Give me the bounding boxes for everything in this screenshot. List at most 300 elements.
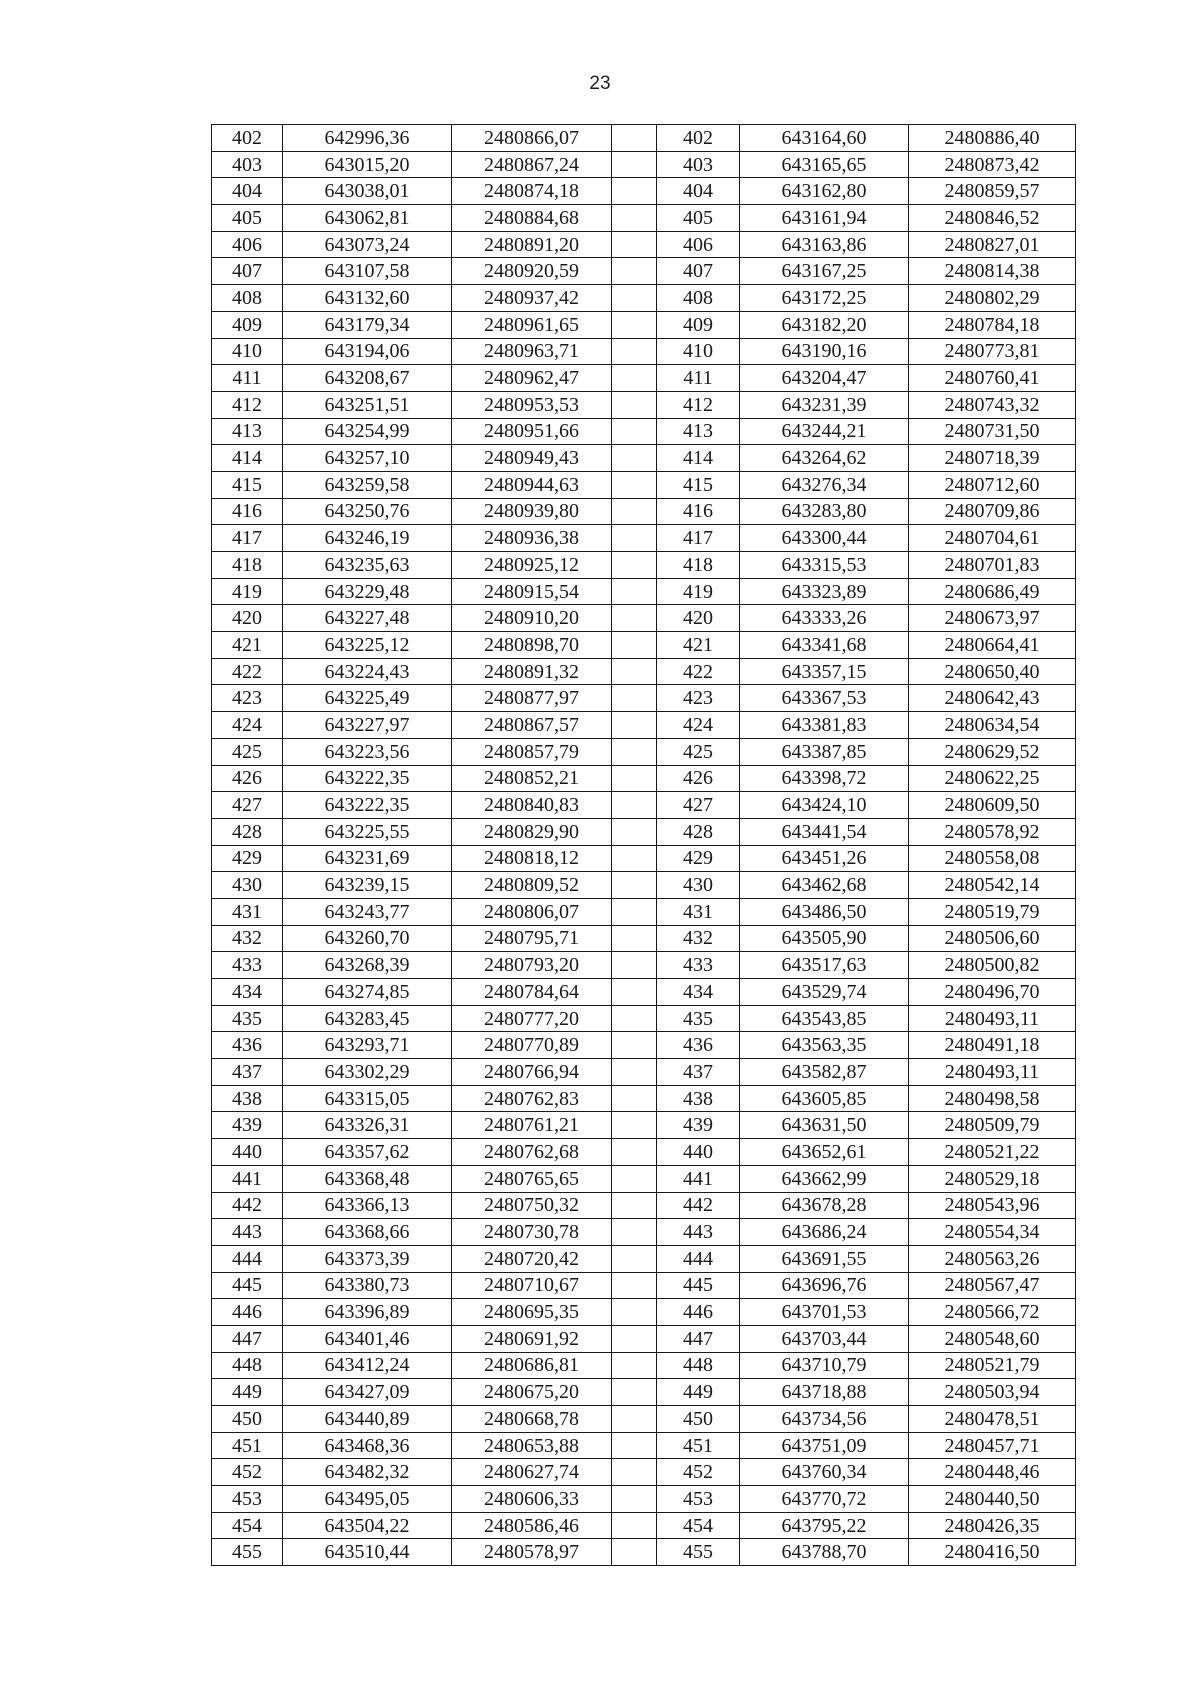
- empty-cell: [612, 1245, 657, 1272]
- point-number-cell: 447: [212, 1325, 283, 1352]
- x-coordinate-cell: 643357,62: [283, 1139, 452, 1166]
- point-number-cell: 411: [657, 365, 740, 392]
- point-number-cell: 439: [212, 1112, 283, 1139]
- empty-cell: [612, 632, 657, 659]
- empty-cell: [612, 1432, 657, 1459]
- y-coordinate-cell: 2480529,18: [909, 1165, 1076, 1192]
- table-row: [212, 1139, 1076, 1166]
- x-coordinate-cell: 643662,99: [740, 1165, 909, 1192]
- table-row: [212, 605, 1076, 632]
- x-coordinate-cell: 643235,63: [283, 552, 452, 579]
- x-coordinate-cell: 643367,53: [740, 685, 909, 712]
- x-coordinate-cell: 643451,26: [740, 845, 909, 872]
- table-row: [212, 1005, 1076, 1032]
- x-coordinate-cell: 643582,87: [740, 1059, 909, 1086]
- table-row: [212, 445, 1076, 472]
- table-row: [212, 1085, 1076, 1112]
- empty-cell: [612, 1299, 657, 1326]
- table-row: [212, 471, 1076, 498]
- y-coordinate-cell: 2480506,60: [909, 925, 1076, 952]
- empty-cell: [612, 258, 657, 285]
- point-number-cell: 408: [657, 285, 740, 312]
- table-row: [212, 525, 1076, 552]
- y-coordinate-cell: 2480867,57: [452, 712, 612, 739]
- y-coordinate-cell: 2480953,53: [452, 391, 612, 418]
- y-coordinate-cell: 2480891,20: [452, 231, 612, 258]
- x-coordinate-cell: 643163,86: [740, 231, 909, 258]
- y-coordinate-cell: 2480563,26: [909, 1245, 1076, 1272]
- y-coordinate-cell: 2480731,50: [909, 418, 1076, 445]
- y-coordinate-cell: 2480829,90: [452, 818, 612, 845]
- x-coordinate-cell: 643283,80: [740, 498, 909, 525]
- point-number-cell: 437: [212, 1059, 283, 1086]
- x-coordinate-cell: 643424,10: [740, 792, 909, 819]
- x-coordinate-cell: 643543,85: [740, 1005, 909, 1032]
- y-coordinate-cell: 2480962,47: [452, 365, 612, 392]
- x-coordinate-cell: 643257,10: [283, 445, 452, 472]
- point-number-cell: 404: [657, 178, 740, 205]
- point-number-cell: 436: [212, 1032, 283, 1059]
- y-coordinate-cell: 2480627,74: [452, 1459, 612, 1486]
- table-row: [212, 1192, 1076, 1219]
- point-number-cell: 402: [212, 125, 283, 152]
- y-coordinate-cell: 2480457,71: [909, 1432, 1076, 1459]
- point-number-cell: 440: [657, 1139, 740, 1166]
- x-coordinate-cell: 643225,55: [283, 818, 452, 845]
- point-number-cell: 440: [212, 1139, 283, 1166]
- point-number-cell: 407: [212, 258, 283, 285]
- x-coordinate-cell: 643073,24: [283, 231, 452, 258]
- x-coordinate-cell: 643274,85: [283, 979, 452, 1006]
- x-coordinate-cell: 643427,09: [283, 1379, 452, 1406]
- y-coordinate-cell: 2480920,59: [452, 258, 612, 285]
- x-coordinate-cell: 643486,50: [740, 898, 909, 925]
- y-coordinate-cell: 2480426,35: [909, 1512, 1076, 1539]
- y-coordinate-cell: 2480718,39: [909, 445, 1076, 472]
- empty-cell: [612, 525, 657, 552]
- point-number-cell: 402: [657, 125, 740, 152]
- table-row: [212, 658, 1076, 685]
- x-coordinate-cell: 643243,77: [283, 898, 452, 925]
- y-coordinate-cell: 2480578,97: [452, 1539, 612, 1566]
- point-number-cell: 443: [212, 1219, 283, 1246]
- empty-cell: [612, 231, 657, 258]
- x-coordinate-cell: 643231,39: [740, 391, 909, 418]
- table-row: [212, 1512, 1076, 1539]
- x-coordinate-cell: 642996,36: [283, 125, 452, 152]
- point-number-cell: 421: [212, 632, 283, 659]
- point-number-cell: 451: [212, 1432, 283, 1459]
- y-coordinate-cell: 2480857,79: [452, 738, 612, 765]
- table-row: [212, 1219, 1076, 1246]
- point-number-cell: 454: [212, 1512, 283, 1539]
- y-coordinate-cell: 2480773,81: [909, 338, 1076, 365]
- x-coordinate-cell: 643631,50: [740, 1112, 909, 1139]
- empty-cell: [612, 712, 657, 739]
- table-row: [212, 258, 1076, 285]
- x-coordinate-cell: 643333,26: [740, 605, 909, 632]
- y-coordinate-cell: 2480720,42: [452, 1245, 612, 1272]
- point-number-cell: 426: [212, 765, 283, 792]
- empty-cell: [612, 338, 657, 365]
- y-coordinate-cell: 2480937,42: [452, 285, 612, 312]
- y-coordinate-cell: 2480691,92: [452, 1325, 612, 1352]
- empty-cell: [612, 418, 657, 445]
- table-row: [212, 311, 1076, 338]
- y-coordinate-cell: 2480944,63: [452, 471, 612, 498]
- table-row: [212, 952, 1076, 979]
- y-coordinate-cell: 2480509,79: [909, 1112, 1076, 1139]
- x-coordinate-cell: 643696,76: [740, 1272, 909, 1299]
- point-number-cell: 433: [212, 952, 283, 979]
- x-coordinate-cell: 643462,68: [740, 872, 909, 899]
- x-coordinate-cell: 643227,97: [283, 712, 452, 739]
- y-coordinate-cell: 2480709,86: [909, 498, 1076, 525]
- y-coordinate-cell: 2480578,92: [909, 818, 1076, 845]
- y-coordinate-cell: 2480673,97: [909, 605, 1076, 632]
- y-coordinate-cell: 2480762,83: [452, 1085, 612, 1112]
- point-number-cell: 450: [657, 1406, 740, 1433]
- y-coordinate-cell: 2480704,61: [909, 525, 1076, 552]
- y-coordinate-cell: 2480793,20: [452, 952, 612, 979]
- table-row: [212, 1032, 1076, 1059]
- empty-cell: [612, 125, 657, 152]
- y-coordinate-cell: 2480478,51: [909, 1406, 1076, 1433]
- point-number-cell: 407: [657, 258, 740, 285]
- point-number-cell: 415: [657, 471, 740, 498]
- point-number-cell: 409: [657, 311, 740, 338]
- y-coordinate-cell: 2480440,50: [909, 1486, 1076, 1513]
- empty-cell: [612, 605, 657, 632]
- y-coordinate-cell: 2480686,49: [909, 578, 1076, 605]
- empty-cell: [612, 391, 657, 418]
- x-coordinate-cell: 643401,46: [283, 1325, 452, 1352]
- x-coordinate-cell: 643505,90: [740, 925, 909, 952]
- x-coordinate-cell: 643208,67: [283, 365, 452, 392]
- point-number-cell: 414: [212, 445, 283, 472]
- point-number-cell: 422: [212, 658, 283, 685]
- y-coordinate-cell: 2480642,43: [909, 685, 1076, 712]
- x-coordinate-cell: 643482,32: [283, 1459, 452, 1486]
- y-coordinate-cell: 2480818,12: [452, 845, 612, 872]
- point-number-cell: 441: [657, 1165, 740, 1192]
- y-coordinate-cell: 2480701,83: [909, 552, 1076, 579]
- x-coordinate-cell: 643718,88: [740, 1379, 909, 1406]
- empty-cell: [612, 685, 657, 712]
- point-number-cell: 412: [657, 391, 740, 418]
- empty-cell: [612, 1272, 657, 1299]
- point-number-cell: 433: [657, 952, 740, 979]
- y-coordinate-cell: 2480873,42: [909, 151, 1076, 178]
- empty-cell: [612, 552, 657, 579]
- table-row: [212, 338, 1076, 365]
- y-coordinate-cell: 2480664,41: [909, 632, 1076, 659]
- table-row: [212, 1059, 1076, 1086]
- point-number-cell: 425: [212, 738, 283, 765]
- point-number-cell: 451: [657, 1432, 740, 1459]
- x-coordinate-cell: 643225,12: [283, 632, 452, 659]
- table-row: [212, 765, 1076, 792]
- x-coordinate-cell: 643182,20: [740, 311, 909, 338]
- empty-cell: [612, 1379, 657, 1406]
- point-number-cell: 432: [212, 925, 283, 952]
- y-coordinate-cell: 2480761,21: [452, 1112, 612, 1139]
- y-coordinate-cell: 2480668,78: [452, 1406, 612, 1433]
- empty-cell: [612, 178, 657, 205]
- table-row: [212, 1245, 1076, 1272]
- y-coordinate-cell: 2480519,79: [909, 898, 1076, 925]
- table-row: [212, 1112, 1076, 1139]
- table-row: [212, 1486, 1076, 1513]
- y-coordinate-cell: 2480784,18: [909, 311, 1076, 338]
- point-number-cell: 412: [212, 391, 283, 418]
- y-coordinate-cell: 2480491,18: [909, 1032, 1076, 1059]
- x-coordinate-cell: 643605,85: [740, 1085, 909, 1112]
- point-number-cell: 409: [212, 311, 283, 338]
- y-coordinate-cell: 2480846,52: [909, 205, 1076, 232]
- x-coordinate-cell: 643701,53: [740, 1299, 909, 1326]
- y-coordinate-cell: 2480802,29: [909, 285, 1076, 312]
- table-row: [212, 1165, 1076, 1192]
- point-number-cell: 416: [657, 498, 740, 525]
- table-row: [212, 632, 1076, 659]
- x-coordinate-cell: 643398,72: [740, 765, 909, 792]
- x-coordinate-cell: 643504,22: [283, 1512, 452, 1539]
- x-coordinate-cell: 643563,35: [740, 1032, 909, 1059]
- point-number-cell: 406: [657, 231, 740, 258]
- x-coordinate-cell: 643165,65: [740, 151, 909, 178]
- table-row: [212, 1272, 1076, 1299]
- x-coordinate-cell: 643164,60: [740, 125, 909, 152]
- empty-cell: [612, 498, 657, 525]
- x-coordinate-cell: 643161,94: [740, 205, 909, 232]
- y-coordinate-cell: 2480622,25: [909, 765, 1076, 792]
- point-number-cell: 403: [657, 151, 740, 178]
- empty-cell: [612, 1059, 657, 1086]
- y-coordinate-cell: 2480867,24: [452, 151, 612, 178]
- point-number-cell: 416: [212, 498, 283, 525]
- x-coordinate-cell: 643440,89: [283, 1406, 452, 1433]
- y-coordinate-cell: 2480852,21: [452, 765, 612, 792]
- x-coordinate-cell: 643441,54: [740, 818, 909, 845]
- point-number-cell: 424: [212, 712, 283, 739]
- point-number-cell: 430: [212, 872, 283, 899]
- point-number-cell: 419: [212, 578, 283, 605]
- point-number-cell: 437: [657, 1059, 740, 1086]
- point-number-cell: 446: [212, 1299, 283, 1326]
- x-coordinate-cell: 643341,68: [740, 632, 909, 659]
- point-number-cell: 445: [212, 1272, 283, 1299]
- table-row: [212, 1299, 1076, 1326]
- empty-cell: [612, 445, 657, 472]
- point-number-cell: 410: [212, 338, 283, 365]
- empty-cell: [612, 738, 657, 765]
- x-coordinate-cell: 643229,48: [283, 578, 452, 605]
- point-number-cell: 449: [657, 1379, 740, 1406]
- point-number-cell: 444: [212, 1245, 283, 1272]
- y-coordinate-cell: 2480558,08: [909, 845, 1076, 872]
- x-coordinate-cell: 643223,56: [283, 738, 452, 765]
- x-coordinate-cell: 643517,63: [740, 952, 909, 979]
- table-row: [212, 1352, 1076, 1379]
- point-number-cell: 446: [657, 1299, 740, 1326]
- point-number-cell: 411: [212, 365, 283, 392]
- x-coordinate-cell: 643315,53: [740, 552, 909, 579]
- y-coordinate-cell: 2480606,33: [452, 1486, 612, 1513]
- y-coordinate-cell: 2480859,57: [909, 178, 1076, 205]
- point-number-cell: 444: [657, 1245, 740, 1272]
- empty-cell: [612, 979, 657, 1006]
- point-number-cell: 420: [212, 605, 283, 632]
- empty-cell: [612, 1005, 657, 1032]
- y-coordinate-cell: 2480521,22: [909, 1139, 1076, 1166]
- y-coordinate-cell: 2480650,40: [909, 658, 1076, 685]
- point-number-cell: 447: [657, 1325, 740, 1352]
- table-row: [212, 1432, 1076, 1459]
- point-number-cell: 429: [657, 845, 740, 872]
- x-coordinate-cell: 643293,71: [283, 1032, 452, 1059]
- point-number-cell: 434: [657, 979, 740, 1006]
- y-coordinate-cell: 2480496,70: [909, 979, 1076, 1006]
- point-number-cell: 414: [657, 445, 740, 472]
- point-number-cell: 408: [212, 285, 283, 312]
- y-coordinate-cell: 2480629,52: [909, 738, 1076, 765]
- y-coordinate-cell: 2480795,71: [452, 925, 612, 952]
- point-number-cell: 438: [212, 1085, 283, 1112]
- table-row: [212, 365, 1076, 392]
- x-coordinate-cell: 643062,81: [283, 205, 452, 232]
- point-number-cell: 417: [212, 525, 283, 552]
- y-coordinate-cell: 2480762,68: [452, 1139, 612, 1166]
- point-number-cell: 422: [657, 658, 740, 685]
- empty-cell: [612, 285, 657, 312]
- y-coordinate-cell: 2480949,43: [452, 445, 612, 472]
- empty-cell: [612, 471, 657, 498]
- empty-cell: [612, 1352, 657, 1379]
- y-coordinate-cell: 2480840,83: [452, 792, 612, 819]
- empty-cell: [612, 1032, 657, 1059]
- x-coordinate-cell: 643368,48: [283, 1165, 452, 1192]
- x-coordinate-cell: 643246,19: [283, 525, 452, 552]
- point-number-cell: 455: [657, 1539, 740, 1566]
- x-coordinate-cell: 643268,39: [283, 952, 452, 979]
- x-coordinate-cell: 643795,22: [740, 1512, 909, 1539]
- point-number-cell: 432: [657, 925, 740, 952]
- x-coordinate-cell: 643204,47: [740, 365, 909, 392]
- y-coordinate-cell: 2480915,54: [452, 578, 612, 605]
- x-coordinate-cell: 643396,89: [283, 1299, 452, 1326]
- y-coordinate-cell: 2480543,96: [909, 1192, 1076, 1219]
- empty-cell: [612, 311, 657, 338]
- x-coordinate-cell: 643366,13: [283, 1192, 452, 1219]
- empty-cell: [612, 925, 657, 952]
- table-row: [212, 125, 1076, 152]
- point-number-cell: 436: [657, 1032, 740, 1059]
- x-coordinate-cell: 643162,80: [740, 178, 909, 205]
- y-coordinate-cell: 2480806,07: [452, 898, 612, 925]
- y-coordinate-cell: 2480493,11: [909, 1059, 1076, 1086]
- empty-cell: [612, 898, 657, 925]
- table-row: [212, 685, 1076, 712]
- table-row: [212, 151, 1076, 178]
- x-coordinate-cell: 643302,29: [283, 1059, 452, 1086]
- point-number-cell: 405: [657, 205, 740, 232]
- x-coordinate-cell: 643260,70: [283, 925, 452, 952]
- point-number-cell: 434: [212, 979, 283, 1006]
- y-coordinate-cell: 2480634,54: [909, 712, 1076, 739]
- point-number-cell: 452: [212, 1459, 283, 1486]
- y-coordinate-cell: 2480814,38: [909, 258, 1076, 285]
- x-coordinate-cell: 643652,61: [740, 1139, 909, 1166]
- point-number-cell: 421: [657, 632, 740, 659]
- x-coordinate-cell: 643254,99: [283, 418, 452, 445]
- x-coordinate-cell: 643326,31: [283, 1112, 452, 1139]
- table-row: [212, 818, 1076, 845]
- point-number-cell: 427: [212, 792, 283, 819]
- point-number-cell: 424: [657, 712, 740, 739]
- point-number-cell: 423: [657, 685, 740, 712]
- y-coordinate-cell: 2480898,70: [452, 632, 612, 659]
- x-coordinate-cell: 643231,69: [283, 845, 452, 872]
- point-number-cell: 417: [657, 525, 740, 552]
- empty-cell: [612, 765, 657, 792]
- empty-cell: [612, 1085, 657, 1112]
- x-coordinate-cell: 643038,01: [283, 178, 452, 205]
- coordinates-table-body: [212, 125, 1076, 1566]
- table-row: [212, 285, 1076, 312]
- y-coordinate-cell: 2480710,67: [452, 1272, 612, 1299]
- point-number-cell: 418: [657, 552, 740, 579]
- point-number-cell: 431: [657, 898, 740, 925]
- table-row: [212, 712, 1076, 739]
- y-coordinate-cell: 2480566,72: [909, 1299, 1076, 1326]
- empty-cell: [612, 365, 657, 392]
- point-number-cell: 435: [212, 1005, 283, 1032]
- x-coordinate-cell: 643381,83: [740, 712, 909, 739]
- table-row: [212, 898, 1076, 925]
- x-coordinate-cell: 643190,16: [740, 338, 909, 365]
- y-coordinate-cell: 2480500,82: [909, 952, 1076, 979]
- point-number-cell: 428: [212, 818, 283, 845]
- point-number-cell: 427: [657, 792, 740, 819]
- y-coordinate-cell: 2480498,58: [909, 1085, 1076, 1112]
- empty-cell: [612, 578, 657, 605]
- y-coordinate-cell: 2480503,94: [909, 1379, 1076, 1406]
- x-coordinate-cell: 643250,76: [283, 498, 452, 525]
- empty-cell: [612, 1406, 657, 1433]
- y-coordinate-cell: 2480936,38: [452, 525, 612, 552]
- y-coordinate-cell: 2480884,68: [452, 205, 612, 232]
- point-number-cell: 452: [657, 1459, 740, 1486]
- y-coordinate-cell: 2480874,18: [452, 178, 612, 205]
- y-coordinate-cell: 2480827,01: [909, 231, 1076, 258]
- y-coordinate-cell: 2480448,46: [909, 1459, 1076, 1486]
- empty-cell: [612, 1165, 657, 1192]
- y-coordinate-cell: 2480866,07: [452, 125, 612, 152]
- table-row: [212, 1539, 1076, 1566]
- point-number-cell: 448: [657, 1352, 740, 1379]
- empty-cell: [612, 658, 657, 685]
- empty-cell: [612, 1512, 657, 1539]
- x-coordinate-cell: 643770,72: [740, 1486, 909, 1513]
- x-coordinate-cell: 643468,36: [283, 1432, 452, 1459]
- page-number: 23: [589, 73, 611, 94]
- point-number-cell: 435: [657, 1005, 740, 1032]
- table-row: [212, 231, 1076, 258]
- x-coordinate-cell: 643172,25: [740, 285, 909, 312]
- y-coordinate-cell: 2480712,60: [909, 471, 1076, 498]
- empty-cell: [612, 792, 657, 819]
